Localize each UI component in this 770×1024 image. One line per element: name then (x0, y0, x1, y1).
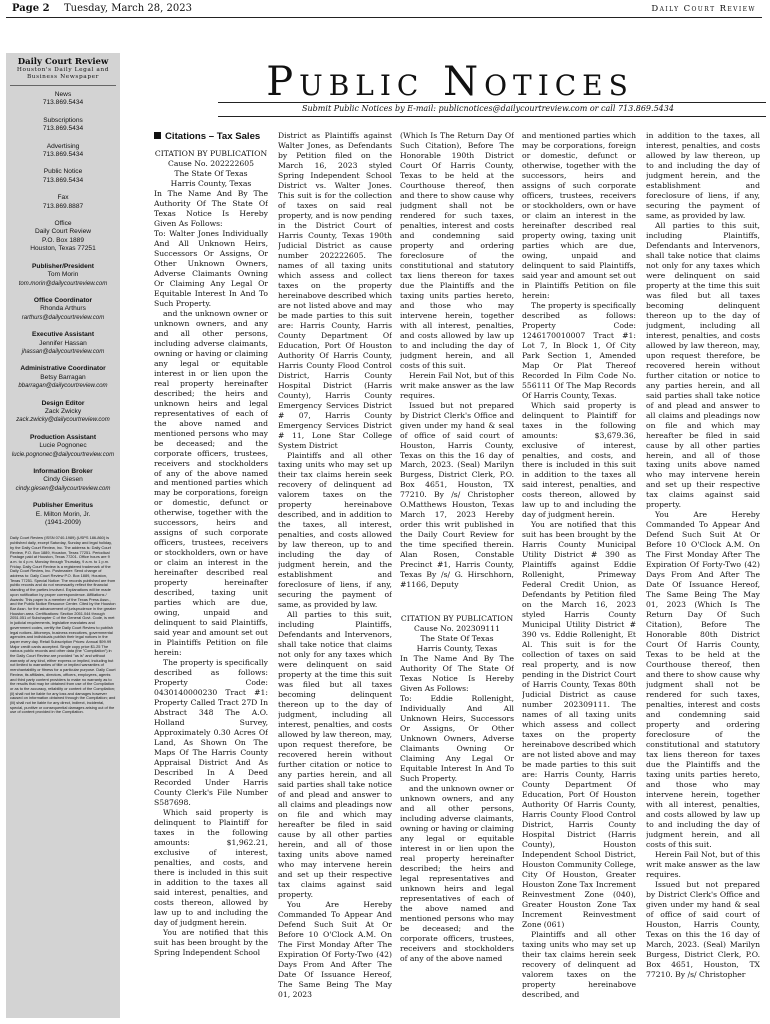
notice-column-3 (400, 131, 514, 1018)
notice-paragraph: In The Name And By The Authority Of The State Of Texas Notice Is Hereby Given As Follows: (154, 188, 268, 228)
notice-column-5 (646, 131, 760, 1018)
contact-public-notice (10, 168, 116, 185)
staff-name: Zack Zwicky (44, 407, 82, 415)
notice-paragraph: The property is specifically described as follows: Property Code: 0430140000230 Tract #1: Property Called Tract 27D In Abstract 348 The A.O. Holland Survey, Approximately 0.30 Acres Of Land, As Shown On The Maps Of The Harris County Appraisal District And As Described In A Deed Recorded Under Harris County Clerk's File Number S587698. (154, 658, 268, 807)
staff-name: Lucie Pognonec (39, 442, 87, 450)
issue-date: Tuesday, March 28, 2023 (64, 3, 192, 14)
citation-line: Cause No. 202309111 (414, 624, 500, 634)
page-number: Page 2 (12, 3, 50, 14)
contact-fax (10, 194, 116, 211)
notice-paragraph: Plaintiffs and all other taxing units who may set up their tax claims herein seek recovery of delinquent ad valorem taxes on the property hereinabove described, and in addition to the taxes, all interest, penalties, and costs allowed by law thereon, up to and including the day of judgment herein, and the establishment and foreclosure of liens, if any, securing the payment of same, as provided by law. (278, 450, 392, 610)
notice-paragraph: All parties to this suit, including Plaintiffs, Defendants and Intervenors, shall take notice that claims not only for any taxes which were delinquent on said property at the time this suit was filed but all taxes becoming delinquent thereon up to the day of judgment, including all interest, penalties, and costs allowed by law thereon, may, upon request therefore, be recovered herein without further citation or notice to any parties herein, and all said parties shall take notice of and plead and answer to all claims and pleadings now on file and which may hereafter be filed in said cause by all other parties herein, and all of those taxing units above named who may intervene herein and set up their respective tax claims against said property. (278, 610, 392, 899)
staff-name: Rhonda Arthurs (40, 305, 86, 313)
staff-entry (10, 400, 116, 425)
page-header (6, 2, 762, 18)
contact-phone: 713.869.8887 (42, 202, 84, 210)
notice-paragraph: Issued but not prepared by District Clerk's Office and given under my hand & seal of office of said court of Houston, Harris County, Texas on this the 16 day of March, 2023. (Seal) Marilyn Burgess, District Clerk, P.O. Box 4651, Houston, TX 77210. By /s/ Christopher O.Matthews Houston, Texas March 17, 2023 Hereby order this writ published in the Daily Court Review for the time specified therein. Alan Rosen, Constable Precinct #1, Harris County, Texas By /s/ G. Hirschhorn, #1166, Deputy (400, 400, 514, 590)
contact-advertising (10, 143, 116, 160)
staff-entry (10, 331, 116, 356)
contact-label: Subscriptions (43, 116, 83, 124)
citation-line: Cause No. 202222605 (168, 158, 254, 168)
citation-line: The State Of Texas (420, 634, 494, 644)
staff-email: rarthurs@dailycourtreview.com (21, 314, 105, 321)
contact-news (10, 91, 116, 108)
office-line: P.O. Box 1889 (41, 236, 85, 244)
submit-note: Submit Public Notices by E-mail: publicnotices@dailycourtreview.com or call 713.869.5434 (302, 104, 674, 113)
masthead-sidebar (6, 53, 120, 1018)
staff-entry (10, 468, 116, 493)
fine-print: Daily Court Review (ISSN 0740-1989) (USPS 186-860) is published daily, except Saturday, Sunday and legal holiday, by the Daily Court Review, Inc. The address is: Daily Court Review, P.O. Box 1889, Houston, Texas 77251. Periodical Postage paid at Houston, Texas 77201. Office hours are 9 a.m. to 4 p.m. Monday through Thursday, 9 a.m. to 1 p.m. Friday. Daily Court Review is a registered trademark of the Daily Court Review, Inc. Postmaster: Send change of address to: Daily Court Review P.O. Box 1889, Houston, Texas 77251. Special Notice: The records published are from public records and do not necessarily reflect the financial standing of the parties involved. Explanations will be made upon notification by proper correspondence. Affiliations / Awards: This paper is a member of the Texas Press Assn., and the Public Notice Resource Center. Cited by the Houston Bar Assn. for the advancement of jurisprudence in the greater Houston area. Certifications: Section 2051.044 through 2051.051 of Subchapter C of the General Govt. Code, is met in judicial requirements, legislative mandates and government codes, certify the Daily Court Review to publish legal notices. Attorneys, business executives, governmental agencies and individuals publish their legal notices in the paper every day. Retail Subscription Prices: Annual $99.99 Major credit cards accepted. Single copy price $1.25 The various public records and other data (the "Compilation") in the Daily Court Review are provided "as is" and without warranty of any kind, either express or implied, including but not limited to warranties of title or implied warranties of merchantability or fitness for a particular purpose. Daily Court Review, its affiliates, directors, officers, employees, agents and third party content providers to make no warranty as to the results that may be obtained from use of the Compilation or as to the accuracy, reliability or content of the Compilation; (ii) shall not be liable for any loss and damages however caused on information obtained through the Compilation; and (iii) shall not be liable for any direct, indirect, incidental, special, punitive or consequential damages arising out of the use of content provided in the Compilation. (10, 535, 116, 715)
notice-paragraph: and the unknown owner or unknown owners, and any and all other persons, including adverse claimants, owning or having or claiming any legal or equitable interest in or lien upon the real property hereinafter described; the heirs and unknown heirs and legal representatives of each of the above named and mentioned persons who may be deceased; and the corporate officers, trustees, receivers and stockholders of any of the above named and mentioned parties which may be corporations, foreign or domestic, defunct or otherwise, together with the successors, heirs and assigns of such corporate officers, trustees, receivers or stockholders, own or have or claim an interest in the hereinafter described real property hereinafter described, taxing unit parties which are due, owing, unpaid and delinquent to said Plaintiffs, said year and amount set out in Plaintiffs Petition on file herein: (154, 308, 268, 658)
notice-paragraph: You are notified that this suit has been brought by the Harris County Municipal Utility District # 390 as Plaintiffs against Eddie Rollenight, Primeway Federal Credit Union, as Defendants by Petition filed on the March 16, 2023 styled Harris County Municipal Utility District # 390 vs. Eddie Rollenight, Et Al. This suit is for the collection of taxes on said real property, and is now pending in the District Court of Harris County, Texas 80th Judicial District as cause number 202309111. The names of all taxing units which assess and collect taxes on the property hereinabove described which are not listed above and may be made parties to this suit are: Harris County, Harris County Department Of Education, Port Of Houston Authority Of Harris County, Harris County Flood Control District, Harris County Hospital District (Harris County), Houston Independent School District, Houston Community College, City Of Houston, Greater Houston Zone Tax Increment Reinvestment Zone (040), Greater Houston Zone Tax Increment Reinvestment Zone (061) (522, 520, 636, 929)
staff-email: zack.zwicky@dailycourtreview.com (16, 417, 110, 424)
notice-paragraph: In The Name And By The Authority Of The State Of Texas Notice Is Hereby Given As Follows: (400, 654, 514, 694)
office-line: Houston, Texas 77251 (30, 245, 96, 253)
notice-paragraph: (Which Is The Return Day Of Such Citation), Before The Honorable 190th District Court Of Harris County, Texas to be held at the Courthouse thereof, then and there to show cause why judgment shall not be rendered for such taxes, penalties, interest and costs and condemning said property and ordering foreclosure of the constitutional and statutory tax liens thereon for taxes due the Plaintiffs and the taxing units parties hereto, and those who may intervene herein, together with all interest, penalties, and costs allowed by law up to and including the day of judgment herein, and all costs of this suit. (400, 131, 514, 370)
citation-line: Harris County, Texas (170, 178, 252, 188)
staff-name: Betsy Barragan (40, 373, 86, 381)
notice-paragraph: Herein Fail Not, but of this writ make answer as the law requires. (646, 849, 760, 879)
contact-phone: 713.869.5434 (42, 151, 84, 159)
staff-name: Tom Morin (47, 271, 79, 279)
notice-paragraph: You Are Hereby Commanded To Appear And Defend Such Suit At Or Before 10 O'Clock A.M. On The First Monday After The Expiration Of Forty-Two (42) Days From And After The Date Of Issuance Hereof, The Same Being The May 01, 2023 (Which Is The Return Day Of Such Citation), Before The Honorable 80th District Court Of Harris County, Texas to be held at the Courthouse thereof, then and there to show cause why judgment shall not be rendered for such taxes, penalties, interest and costs and condemning said property and ordering foreclosure of the constitutional and statutory tax liens thereon for taxes due the Plaintiffs and the taxing units parties hereto, and those who may intervene herein, together with all interest, penalties, and costs allowed by law up to and including the day of judgment herein, and all costs of this suit. (646, 510, 760, 849)
sidebar-title: Daily Court Review (17, 57, 109, 67)
contact-label: Fax (57, 194, 69, 202)
section-heading (154, 131, 268, 143)
notice-paragraph: You Are Hereby Commanded To Appear And Defend Such Suit At Or Before 10 O'Clock A.M. On The First Monday After The Expiration Of Forty-Two (42) Days From And After The Date Of Issuance Hereof, The Same Being The May 01, 2023 (278, 899, 392, 999)
notice-paragraph: District as Plaintiffs against Walter Jones, as Defendants by Petition filed on the March 16, 2023 styled Spring Independent School District vs. Walter Jones. This suit is for the collection of taxes on said real property, and is now pending in the District Court of Harris County, Texas 190th Judicial District as cause number 202222605. The names of all taxing units which assess and collect taxes on the property hereinabove described which are not listed above and may be made parties to this suit are: Harris County, Harris County Department Of Education, Port Of Houston Authority Of Harris County, Harris County Flood Control District, Harris County Hospital District (Harris County), Harris County Emergency Services District # 07, Harris County Emergency Services District # 11, Lone Star College System District (278, 131, 392, 450)
notice-paragraph: Which said property is delinquent to Plaintiff for taxes in the following amounts: $1,962.21, exclusive of interest, penalties, and costs, and there is included in this suit in addition to the taxes all said interest, penalties, and costs thereon, allowed by law up to and including the day of judgment herein. (154, 807, 268, 927)
office-label: Office (54, 220, 72, 228)
staff-role: Office Coordinator (33, 296, 93, 304)
page-title: Public Notices (266, 59, 634, 105)
notice-paragraph: and mentioned parties which may be corporations, foreign or domestic, defunct or otherwise, together with the successors, heirs and assigns of such corporate officers, trustees, receivers or stockholders, own or have or claim an interest in the hereinafter described real property owing, taxing unit parties which are due, owing, unpaid and delinquent to said Plaintiffs, said year and amount set out in Plaintiffs Petition on file herein: (522, 131, 636, 300)
staff-role: Publisher/President (32, 262, 94, 270)
notice-paragraph: Plaintiffs and all other taxing units who may set up their tax claims herein seek recovery of delinquent ad valorem taxes on the property hereinabove described, and (522, 929, 636, 999)
staff-email: jhassan@dailycourtreview.com (21, 348, 105, 355)
staff-role: Production Assistant (29, 433, 97, 441)
notice-column-2 (278, 131, 392, 1018)
notice-paragraph: Issued but not prepared by District Clerk's Office and given under my hand & seal of office of said court of Houston, Harris County, Texas on this the 16 day of March, 2023. (Seal) Marilyn Burgess, District Clerk, P.O. Box 4651, Houston, TX 77210. By /s/ Christopher (646, 879, 760, 979)
contact-phone: 713.869.5434 (42, 99, 84, 107)
sidebar-subtitle: Houston's Daily Legal and Business Newspaper (10, 67, 116, 86)
notice-paragraph: in addition to the taxes, all interest, penalties, and costs allowed by law thereon, up to and including the day of judgment herein, and the establishment and foreclosure of liens, if any, securing the payment of same, as provided by law. (646, 131, 760, 220)
office-line: Daily Court Review (34, 228, 92, 236)
staff-role: Publisher Emeritus (32, 502, 94, 510)
staff-role: Design Editor (41, 399, 85, 407)
staff-name: E. Milton Morin, Jr. (35, 510, 91, 518)
office-address (10, 220, 116, 254)
contact-phone: 713.869.5434 (42, 125, 84, 133)
notice-paragraph: Herein Fail Not, but of this writ make answer as the law requires. (400, 370, 514, 400)
citation-line: Harris County, Texas (416, 644, 498, 654)
square-bullet-icon (154, 132, 161, 139)
staff-entry (10, 365, 116, 390)
staff-role: Information Broker (33, 468, 93, 475)
notice-paragraph: All parties to this suit, including Plaintiffs, Defendants and Intervenors, shall take notice that claims not only for any taxes which were delinquent on said property at the time this suit was filed but all taxes becoming delinquent thereon up to the day of judgment, including all interest, penalties, and costs allowed by law thereon, may, upon request therefore, be recovered herein without further citation or notice to any parties herein, and all said parties shall take notice of and plead and answer to all claims and pleadings now on file and which may hereafter be filed in said cause by all other parties herein, and all of those taxing units above named who may intervene herein and set up their respective tax claims against said property. (646, 220, 760, 510)
staff-role: Administrative Coordinator (20, 365, 106, 373)
notice-paragraph: The property is specifically described as follows: Property Code: 1246170010007 Tract #1: Lot 7, In Block 1, Of City Park Section 1, Amended Map Or Plat Thereof Recorded In Film Code No. 556111 Of The Map Records Of Harris County, Texas. (522, 300, 636, 400)
staff-entry (10, 263, 116, 288)
notice-paragraph: and the unknown owner or unknown owners, and any and all other persons, including adverse claimants, owning or having or claiming any legal or equitable interest in or lien upon the real property hereinafter described; the heirs and legal representatives and unknown heirs and legal representatives of each of the above named and mentioned persons who may be deceased; and the corporate officers, trustees, receivers and stockholders of any of the above named (400, 784, 514, 963)
publisher-emeritus (10, 502, 116, 527)
paper-name: Daily Court Review (651, 4, 756, 14)
notice-paragraph: You are notified that this suit has been brought by the Spring Independent School (154, 927, 268, 957)
staff-email: lucie.pognonec@dailycourtreview.com (11, 451, 115, 458)
citation-line: CITATION BY PUBLICATION (154, 149, 268, 158)
contact-subscriptions (10, 117, 116, 134)
contact-phone: 713.869.5434 (42, 176, 84, 184)
notice-column-1 (154, 131, 268, 1018)
staff-role: Executive Assistant (31, 331, 95, 339)
notice-separator (400, 590, 514, 610)
notice-paragraph: Which said property is delinquent to Plaintiff for taxes in the following amounts: $3,679.36, exclusive of interest, penalties, and costs, and there is included in this suit in addition to the taxes all said interest, penalties, and costs thereon, allowed by law up to and including the day of judgment herein. (522, 400, 636, 520)
staff-email: cindy.giesen@dailycourtreview.com (15, 485, 111, 492)
title-rule (218, 102, 766, 103)
subtitle-rule (218, 116, 766, 117)
staff-years: (1941-2009) (45, 519, 81, 527)
contact-label: Public Notice (43, 168, 83, 176)
contact-label: Advertising (46, 142, 80, 150)
citation-line: CITATION BY PUBLICATION (400, 614, 514, 624)
section-heading-text: Citations – Tax Sales (165, 131, 261, 142)
staff-entry (10, 297, 116, 322)
contact-label: News (54, 91, 72, 98)
staff-email: bbarragan@dailycourtreview.com (18, 383, 108, 390)
staff-name: Cindy Giesen (43, 476, 83, 484)
staff-name: Jennifer Hassan (39, 339, 87, 347)
notice-column-4 (522, 131, 636, 1018)
staff-email: tom.morin@dailycourtreview.com (18, 280, 108, 287)
citation-line: The State Of Texas (174, 168, 248, 178)
notice-paragraph: To: Eddie Rollenight, Individually And All Unknown Heirs, Successors Or Assigns, Or Other Unknown Owners, Adverse Claimants Owning Or Claiming Any Legal Or Equitable Interest In And To Such Property. (400, 694, 514, 784)
staff-entry (10, 434, 116, 459)
notice-paragraph: To: Walter Jones Individually And All Unknown Heirs, Successors Or Assigns, Or Other Unknown Owners, Adverse Claimants Owning Or Claiming Any Legal Or Equitable Interest In And To Such Property. (154, 228, 268, 308)
